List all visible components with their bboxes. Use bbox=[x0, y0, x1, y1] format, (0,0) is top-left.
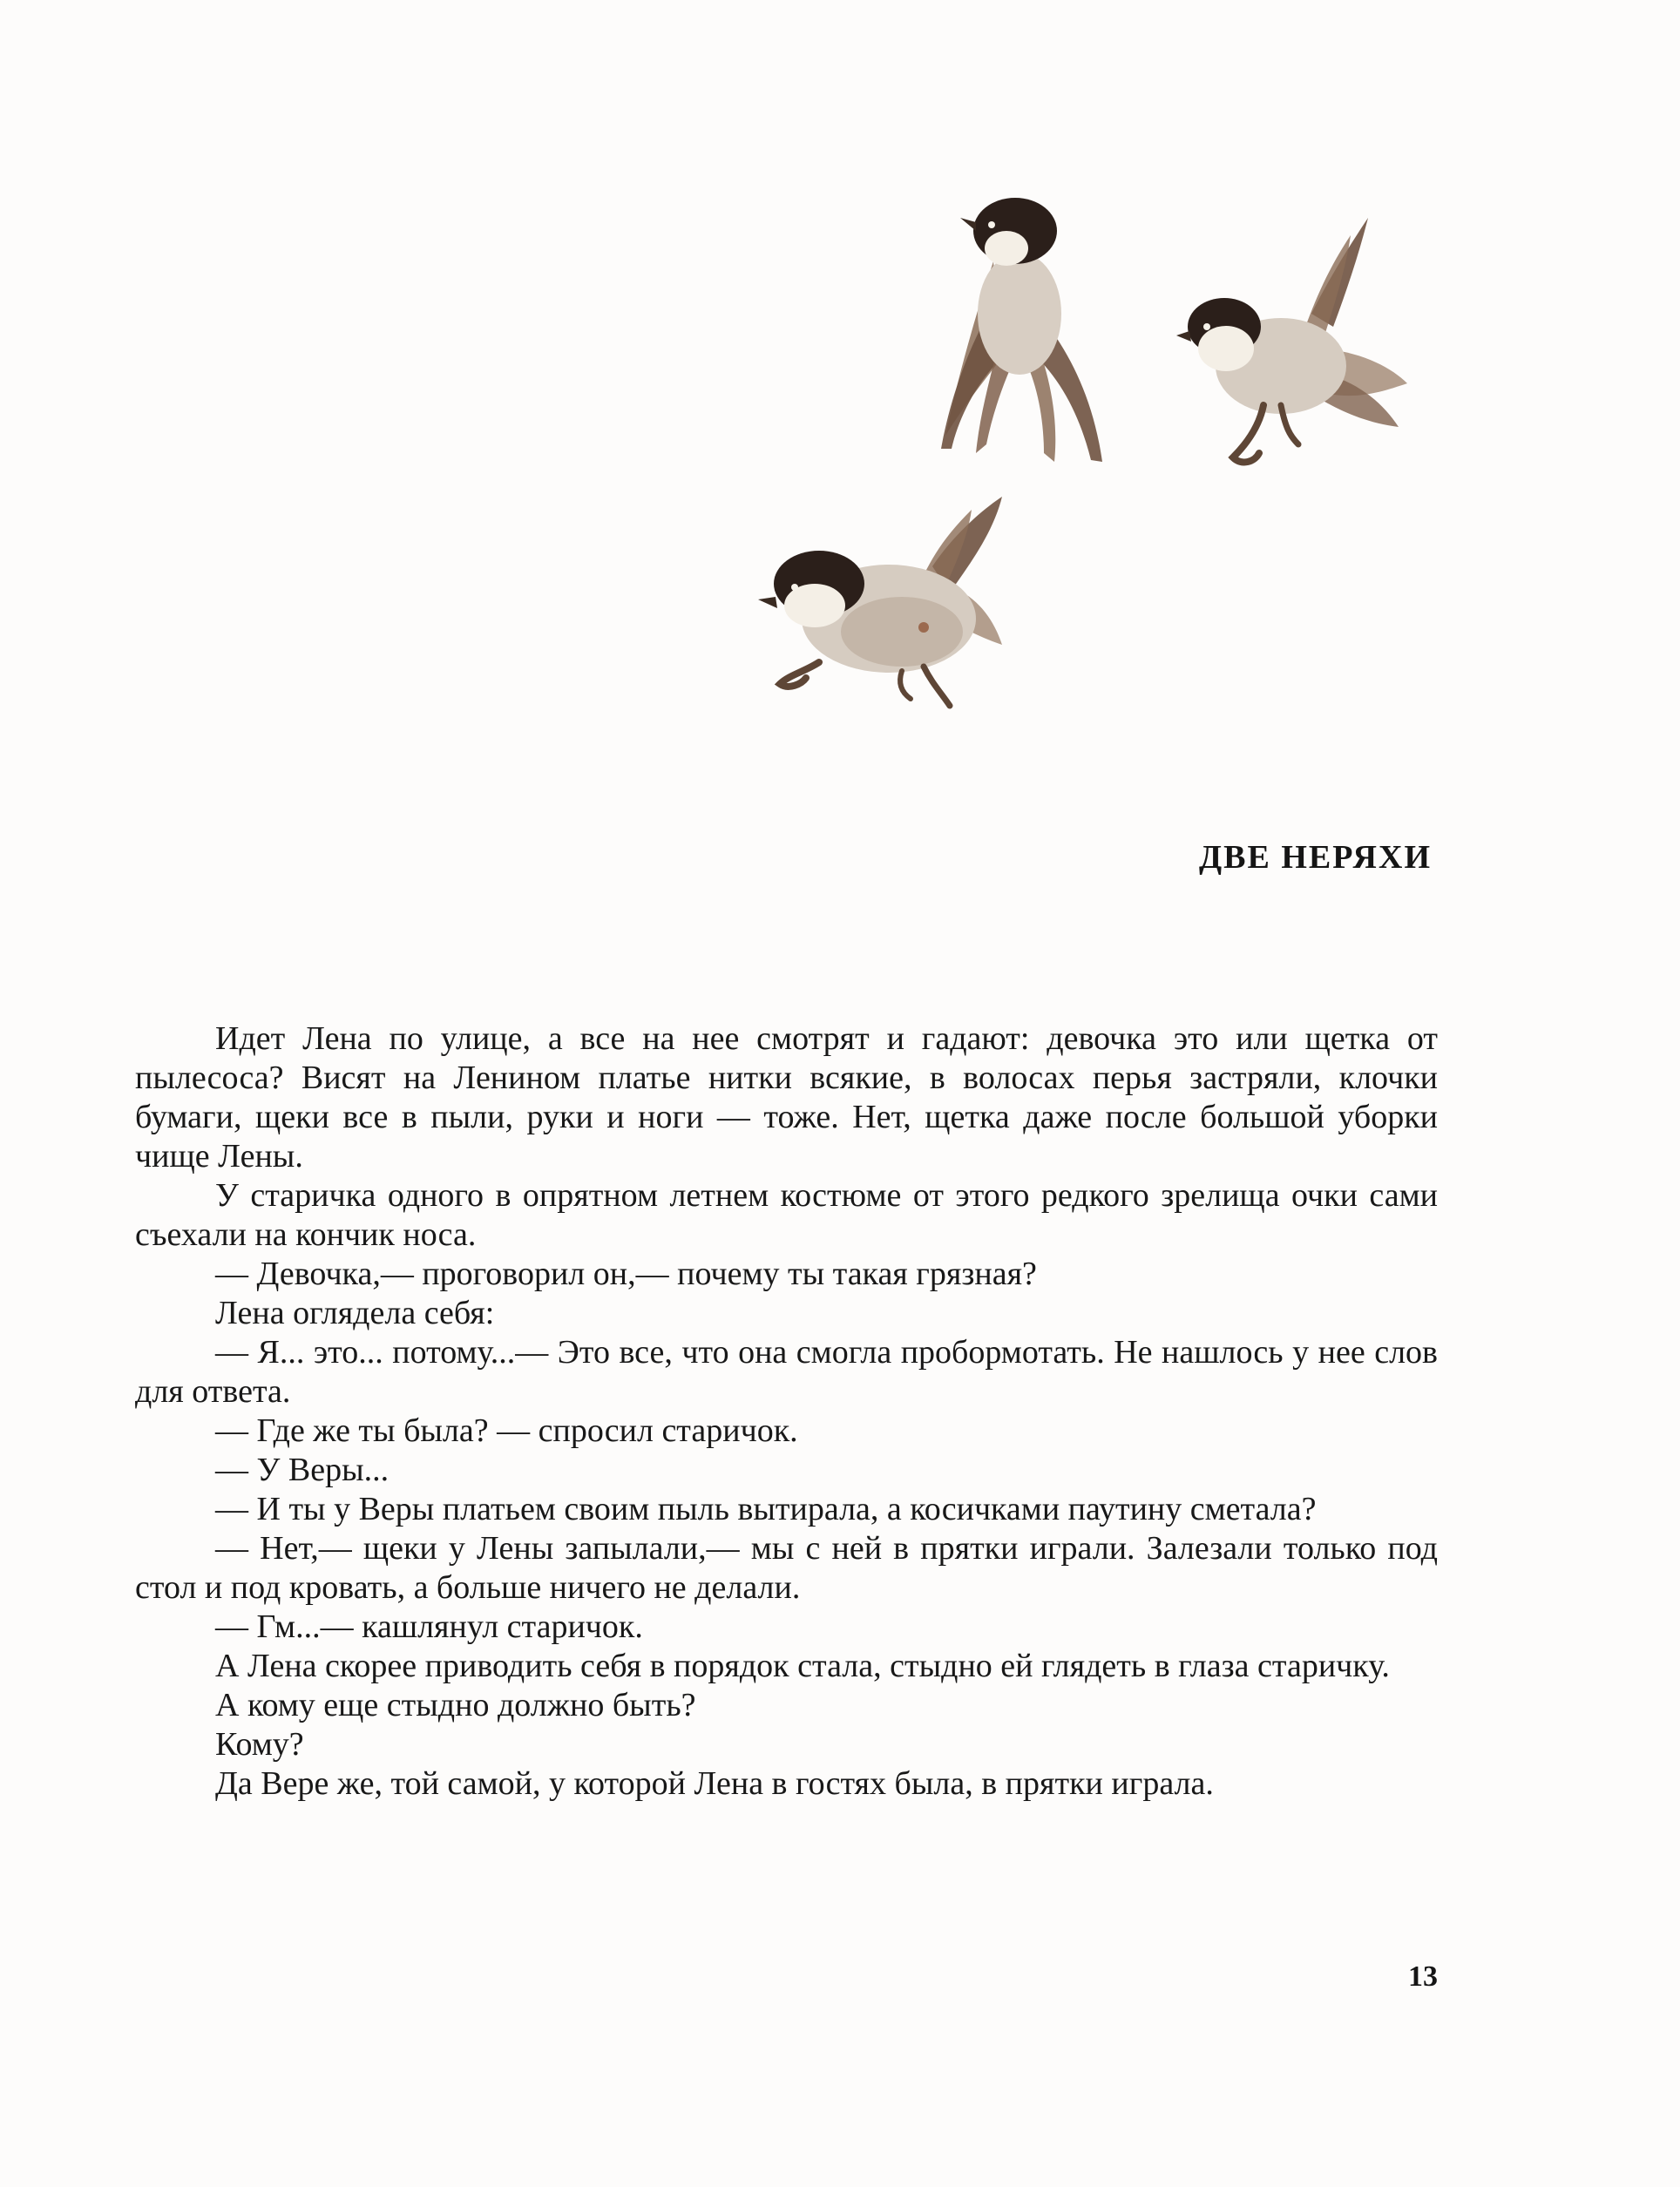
paragraph: — У Веры... bbox=[215, 1452, 390, 1488]
paragraph: Кому? bbox=[215, 1726, 304, 1763]
story-text bbox=[135, 1019, 1438, 1804]
paragraph: А Лена скорее приводить себя в порядок стала, стыдно ей глядеть в глаза старичку. bbox=[215, 1648, 1390, 1684]
birds-illustration bbox=[741, 166, 1464, 758]
paragraph: — Нет,— щеки у Лены запылали,— мы с ней в прятки играли. Залезали только под стол и под кровать, а больше ничего не делали. bbox=[135, 1530, 1438, 1606]
bird-icon bbox=[941, 198, 1102, 462]
bird-icon bbox=[1176, 218, 1407, 462]
paragraph: — Где же ты была? — спросил старичок. bbox=[215, 1412, 798, 1449]
bird-icon bbox=[758, 497, 1002, 706]
paragraph: У старичка одного в опрятном летнем костюме от этого редкого зрелища очки сами съехали на кончик носа. bbox=[135, 1177, 1438, 1253]
paragraph: — Я... это... потому...— Это все, что она смогла пробормотать. Не нашлось у нее слов для ответа. bbox=[135, 1334, 1438, 1410]
paragraph: А кому еще стыдно должно быть? bbox=[215, 1687, 696, 1723]
paragraph: — Девочка,— проговорил он,— почему ты такая грязная? bbox=[215, 1256, 1037, 1292]
paragraph: Идет Лена по улице, а все на нее смотрят и гадают: девочка это или щетка от пылесоса? Висят на Ленином платье нитки всякие, в волосах перья застряли, клочки бумаги, щеки все в пыли, руки и ноги — тоже. Нет, щетка даже после большой уборки чище Лены. bbox=[135, 1020, 1438, 1175]
paragraph: Лена оглядела себя: bbox=[215, 1295, 495, 1331]
story-title: ДВЕ НЕРЯХИ bbox=[1199, 839, 1432, 876]
page-number: 13 bbox=[1408, 1960, 1438, 1993]
paragraph: Да Вере же, той самой, у которой Лена в гостях была, в прятки играла. bbox=[215, 1765, 1214, 1802]
paragraph: — И ты у Веры платьем своим пыль вытирала, а косичками паутину сметала? bbox=[215, 1491, 1317, 1527]
paragraph: — Гм...— кашлянул старичок. bbox=[215, 1608, 643, 1645]
